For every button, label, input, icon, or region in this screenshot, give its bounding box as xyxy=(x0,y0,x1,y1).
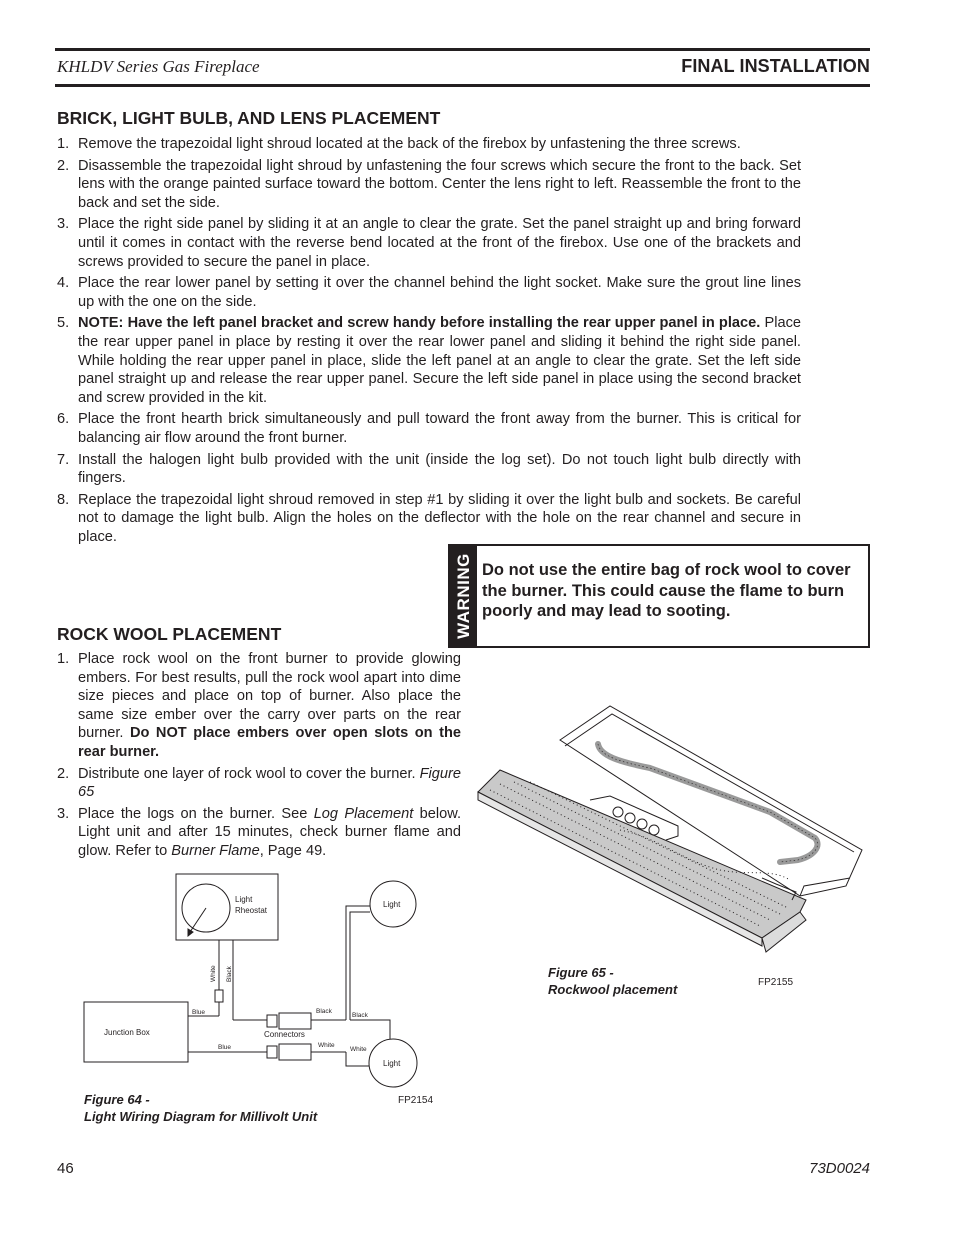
rockwool-step xyxy=(57,805,461,861)
rockwool-step xyxy=(57,765,461,802)
brick-step xyxy=(57,491,801,547)
white-conn-label: White xyxy=(318,1042,335,1049)
connectors-label: Connectors xyxy=(264,1030,305,1039)
step-number: 3. xyxy=(57,805,70,822)
black-wire-label: Black xyxy=(226,966,233,982)
step-text: Replace the trapezoidal light shroud removed in step #1 by sliding it over the light bulb and sockets. Be careful not to damage the light bulb. Align the holes on the deflector with the hole on the rear channel and secure in place. xyxy=(78,491,801,545)
brick-step xyxy=(57,410,801,447)
brick-step xyxy=(57,274,801,311)
light-wiring-diagram xyxy=(80,870,460,1100)
caption-line: Light Wiring Diagram for Millivolt Unit xyxy=(84,1109,318,1124)
wire-to-light-top-2 xyxy=(350,912,370,1020)
step-text: Place the rear lower panel by setting it over the channel behind the light socket. Make sure the grout line lines up with the one on the side. xyxy=(78,275,801,310)
step-number: 5. xyxy=(57,315,70,332)
header-rule-top xyxy=(55,48,870,51)
brick-step xyxy=(57,135,801,154)
connector-bottom-b xyxy=(279,1044,311,1060)
doc-title: KHLDV Series Gas Fireplace xyxy=(57,57,260,76)
header-rule-bottom xyxy=(55,84,870,87)
connector-top-b xyxy=(279,1013,311,1029)
rockwool-steps-list xyxy=(57,650,461,864)
step-text xyxy=(78,805,461,861)
section-ref: Burner Flame xyxy=(171,842,260,859)
step-number: 8. xyxy=(57,491,70,508)
light-bottom-label: Light xyxy=(383,1059,401,1068)
blue-wire-label-bottom: Blue xyxy=(218,1044,232,1051)
step-text xyxy=(78,314,801,407)
step-number: 3. xyxy=(57,216,70,233)
step-number: 6. xyxy=(57,411,70,428)
step-text xyxy=(78,650,461,762)
brick-step xyxy=(57,157,801,213)
caption-line: Rockwool placement xyxy=(548,982,678,997)
black-conn-label: Black xyxy=(316,1008,332,1015)
page-number: 46 xyxy=(57,1160,74,1177)
figure64-fp-number: FP2154 xyxy=(398,1095,434,1106)
junction-box-label: Junction Box xyxy=(104,1028,150,1037)
step-text xyxy=(78,765,461,802)
step-body: Place the logs on the burner. See xyxy=(78,805,314,822)
figure-ref: Figure 65 xyxy=(78,765,461,801)
step-body: below. Light unit and after 15 minutes, check burner flame and glow. Refer to xyxy=(78,805,462,859)
step-body: , Page 49. xyxy=(259,842,327,859)
caption-line: Figure 65 - xyxy=(548,965,614,980)
brick-step xyxy=(57,451,801,488)
brick-step xyxy=(57,314,801,407)
carry-over-port xyxy=(637,819,647,829)
carry-over-port xyxy=(649,825,659,835)
connector-bottom-a xyxy=(267,1046,277,1058)
carry-over-port xyxy=(613,807,623,817)
step-number: 7. xyxy=(57,451,70,468)
blue-wire-label-top: Blue xyxy=(192,1009,206,1016)
warning-box xyxy=(448,544,870,648)
step-number: 2. xyxy=(57,765,70,782)
figure65-fp-number: FP2155 xyxy=(758,977,794,988)
rheostat-arrow-icon xyxy=(188,929,193,936)
step-emphasis: Do NOT place embers over open slots on the rear burner. xyxy=(78,725,461,760)
brick-steps-list xyxy=(57,135,801,549)
warning-text: Do not use the entire bag of rock wool to cover the burner. This could cause the flame to burn poorly and may lead to sooting. xyxy=(482,561,851,621)
warning-label-bar xyxy=(450,546,477,646)
light-top-label: Light xyxy=(383,900,401,909)
inline-connector xyxy=(215,990,223,1002)
step-number: 1. xyxy=(57,651,70,667)
figure65-caption xyxy=(548,964,677,998)
step-number: 2. xyxy=(57,157,70,174)
rheostat-label-line2: Rheostat xyxy=(235,906,268,915)
step-text: Place the front hearth brick simultaneously and pull toward the front away from the burner. This is critical for balancing air flow around the front burner. xyxy=(78,411,801,446)
step-number: 1. xyxy=(57,136,70,152)
warning-label: WARNING xyxy=(453,553,473,639)
white-wire-label: White xyxy=(210,965,217,982)
black-light-label: Black xyxy=(352,1012,368,1019)
step-text: Remove the trapezoidal light shroud located at the back of the firebox by unfastening the three screws. xyxy=(78,136,741,152)
rheostat-label-line1: Light xyxy=(235,895,253,904)
rockwool-placement-illustration xyxy=(470,700,875,970)
wire-to-light-bottom-2 xyxy=(350,1020,390,1040)
connector-top-a xyxy=(267,1015,277,1027)
step-body: Place the rear upper panel in place by resting it over the rear lower panel and sliding it behind the right side panel. While holding the rear upper panel in place, slide the left panel at an angle to clear the grate. Set the left side panel straight up and release the rear upper panel. Secure the left side panel in place using the second bracket and screw provided in the kit. xyxy=(78,315,801,406)
brick-step xyxy=(57,215,801,271)
step-body: Place rock wool on the front burner to provide glowing embers. For best results, pull the rock wool apart into dime size pieces and place on top of burner. Also place the same size ember over the carry over parts on the rear burner. xyxy=(78,651,461,742)
step-number: 4. xyxy=(57,275,70,292)
section-title: FINAL INSTALLATION xyxy=(681,56,870,76)
step-note: NOTE: Have the left panel bracket and screw handy before installing the rear upper panel in place. xyxy=(78,315,761,332)
step-text: Place the right side panel by sliding it at an angle to clear the grate. Set the panel straight up and bring forward until it comes in contact with the reverse bend located at the front of the firebox. Use one of the brackets and screws provided to secure the panel in place. xyxy=(78,216,801,270)
doc-number: 73D0024 xyxy=(809,1160,870,1177)
figure64-caption xyxy=(84,1091,317,1125)
step-text: Disassemble the trapezoidal light shroud by unfastening the four screws which secure the front to the back. Set lens with the orange painted surface toward the bottom. Center the lens right to left. Reassemble the front to the back and set the side. xyxy=(78,157,801,211)
step-text: Install the halogen light bulb provided with the unit (inside the log set). Do not touch light bulb directly with fingers. xyxy=(78,451,801,487)
step-body: Distribute one layer of rock wool to cover the burner. xyxy=(78,765,420,782)
carry-over-port xyxy=(625,813,635,823)
white-light-label: White xyxy=(350,1046,367,1053)
rockwool-section-heading: ROCK WOOL PLACEMENT xyxy=(57,624,282,644)
rockwool-step xyxy=(57,650,461,762)
brick-section-heading: BRICK, LIGHT BULB, AND LENS PLACEMENT xyxy=(57,108,441,128)
caption-line: Figure 64 - xyxy=(84,1092,150,1107)
section-ref: Log Placement xyxy=(313,805,414,822)
